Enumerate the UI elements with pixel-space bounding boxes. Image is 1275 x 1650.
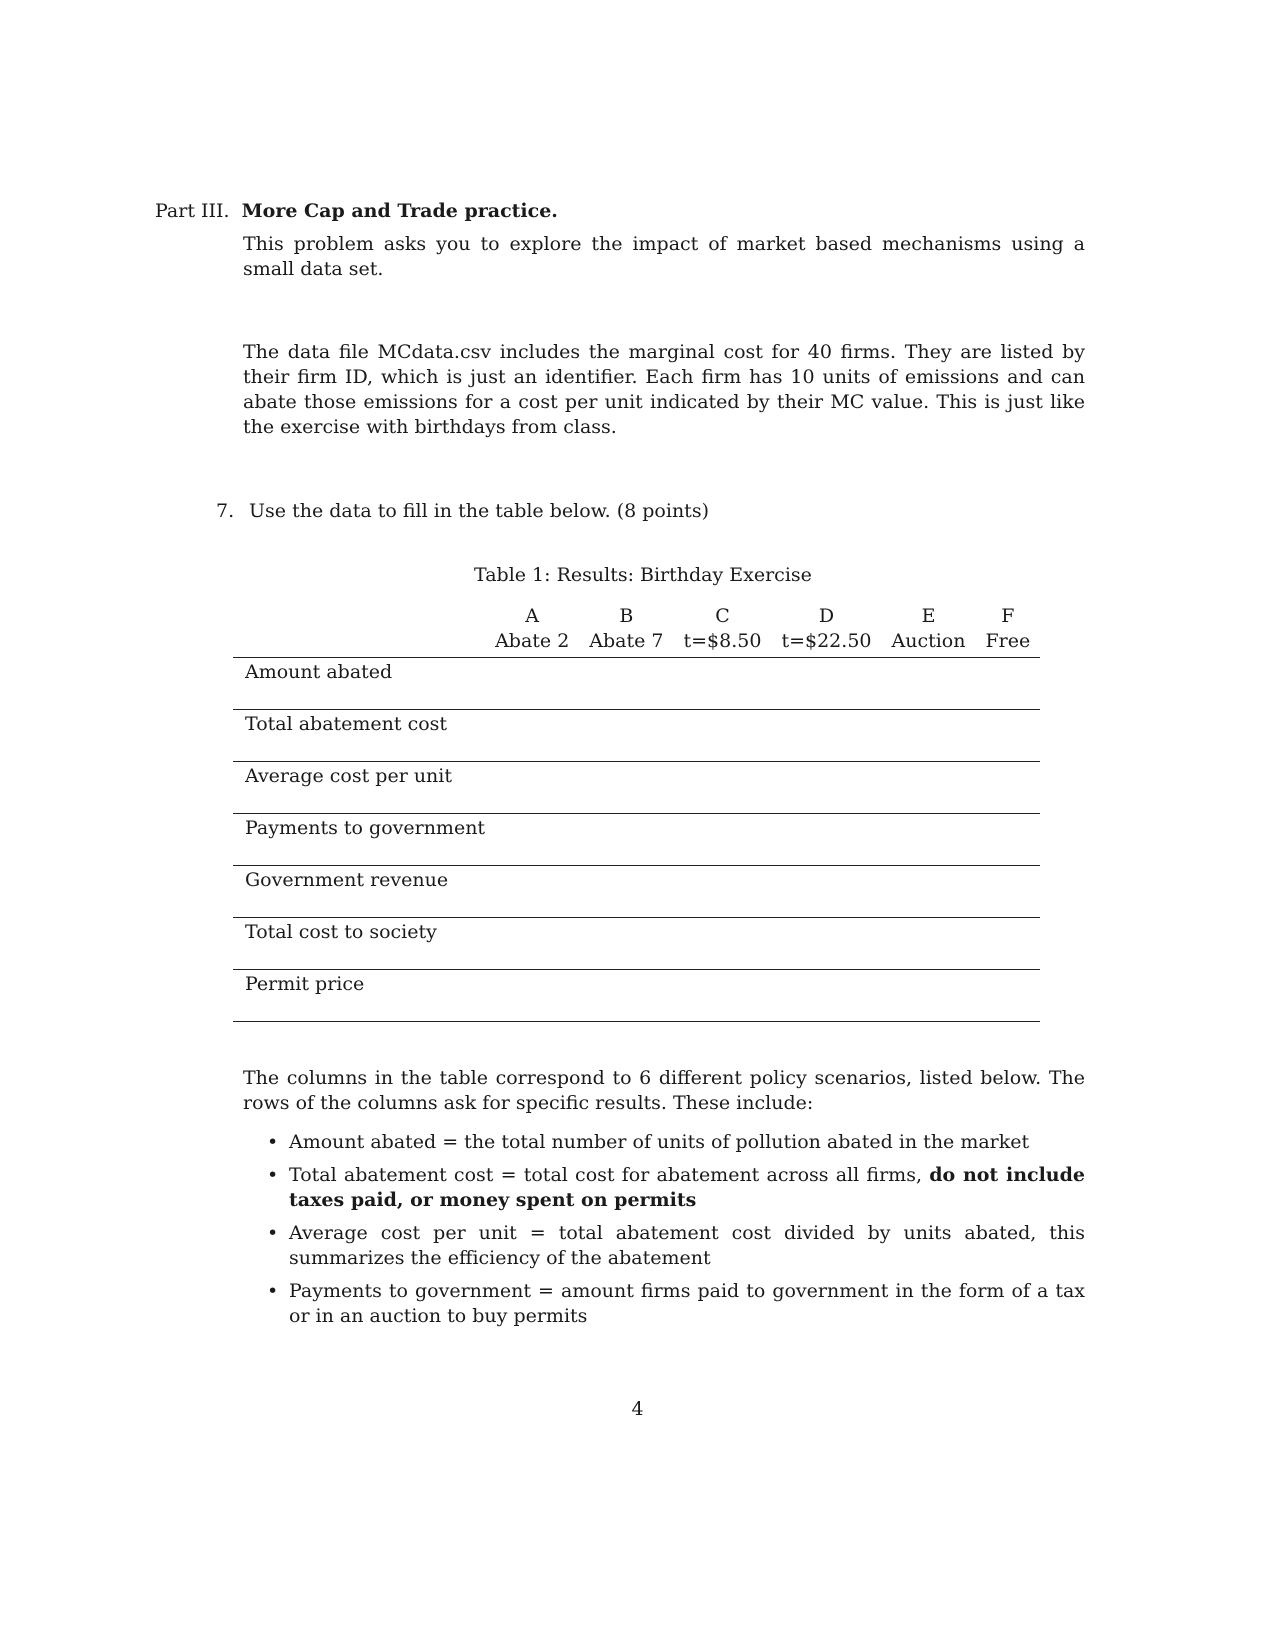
column-label: Free: [976, 629, 1041, 658]
column-letter: D: [818, 605, 835, 627]
table-row: [233, 918, 1040, 970]
column-letter: C: [715, 605, 730, 627]
table-cell[interactable]: [485, 866, 579, 918]
table-cell[interactable]: [485, 762, 579, 814]
header-spacer: [233, 604, 485, 629]
table-cell[interactable]: [771, 918, 881, 970]
table-row: [233, 814, 1040, 866]
list-item-text: Total abatement cost = total cost for abatement across all firms,: [289, 1164, 930, 1186]
column-letter: F: [1001, 605, 1015, 627]
table-cell[interactable]: [771, 970, 881, 1022]
table-cell[interactable]: [882, 866, 976, 918]
table-cell[interactable]: [674, 710, 772, 762]
list-item: [243, 1221, 1085, 1271]
table-cell[interactable]: [976, 762, 1041, 814]
table-cell[interactable]: [485, 970, 579, 1022]
question-text: Use the data to fill in the table below. (8 points): [249, 500, 709, 522]
table-row: [233, 658, 1040, 710]
table-cell[interactable]: [674, 866, 772, 918]
table-row: [233, 866, 1040, 918]
list-item: [243, 1279, 1085, 1329]
row-label: Payments to government: [233, 814, 485, 866]
column-label: t=$22.50: [771, 629, 881, 658]
table-cell[interactable]: [579, 762, 673, 814]
table-cell[interactable]: [579, 918, 673, 970]
table-header-letters: [233, 604, 1040, 629]
table-cell[interactable]: [771, 710, 881, 762]
intro-paragraph: This problem asks you to explore the impact of market based mechanisms using a small data set.: [243, 233, 1085, 280]
table-cell[interactable]: [485, 814, 579, 866]
table-cell[interactable]: [882, 658, 976, 710]
table-cell[interactable]: [976, 970, 1041, 1022]
table-cell[interactable]: [579, 866, 673, 918]
list-item-text: Payments to government = amount firms paid to government in the form of a tax or in an auction to buy permits: [289, 1280, 1085, 1327]
table-cell[interactable]: [579, 658, 673, 710]
column-label: t=$8.50: [674, 629, 772, 658]
table-cell[interactable]: [674, 970, 772, 1022]
table-row: [233, 710, 1040, 762]
column-label: Abate 2: [485, 629, 579, 658]
list-item: [243, 1130, 1085, 1155]
column-label: Auction: [882, 629, 976, 658]
table-cell[interactable]: [771, 866, 881, 918]
table-cell[interactable]: [579, 710, 673, 762]
bullet-icon: •: [267, 1280, 279, 1302]
table-cell[interactable]: [771, 814, 881, 866]
table-cell[interactable]: [485, 918, 579, 970]
question-7: [216, 498, 709, 524]
table-cell[interactable]: [882, 710, 976, 762]
bullet-icon: •: [267, 1131, 279, 1153]
question-number: 7.: [216, 500, 235, 522]
column-letter: E: [921, 605, 936, 627]
table-cell[interactable]: [485, 710, 579, 762]
table-cell[interactable]: [882, 970, 976, 1022]
list-item-text: Average cost per unit = total abatement cost divided by units abated, this summarizes the efficiency of the abatement: [289, 1222, 1085, 1269]
table-cell[interactable]: [882, 918, 976, 970]
columns-description-paragraph: The columns in the table correspond to 6 different policy scenarios, listed below. The rows of the columns ask for specific results. These include:: [243, 1067, 1085, 1114]
table-cell[interactable]: [674, 918, 772, 970]
table-cell[interactable]: [771, 658, 881, 710]
part-title: More Cap and Trade practice.: [241, 200, 558, 222]
table-cell[interactable]: [485, 658, 579, 710]
table-cell[interactable]: [976, 658, 1041, 710]
table-cell[interactable]: [976, 814, 1041, 866]
table-cell[interactable]: [674, 762, 772, 814]
definitions-list: [243, 1130, 1085, 1337]
table-cell[interactable]: [882, 814, 976, 866]
table-body: [233, 658, 1040, 1022]
table-cell[interactable]: [579, 814, 673, 866]
table-cell[interactable]: [976, 918, 1041, 970]
table-cell[interactable]: [976, 710, 1041, 762]
row-label: Total abatement cost: [233, 710, 485, 762]
table-row: [233, 762, 1040, 814]
row-label: Total cost to society: [233, 918, 485, 970]
row-label: Average cost per unit: [233, 762, 485, 814]
column-label: Abate 7: [579, 629, 673, 658]
row-label: Amount abated: [233, 658, 485, 710]
part-label: Part III.: [155, 200, 230, 222]
header-spacer: [233, 629, 485, 658]
table-cell[interactable]: [976, 866, 1041, 918]
row-label: Government revenue: [233, 866, 485, 918]
table-cell[interactable]: [882, 762, 976, 814]
table-header-labels: [233, 629, 1040, 658]
table-cell[interactable]: [579, 970, 673, 1022]
column-letter: B: [619, 605, 634, 627]
page-number: 4: [631, 1398, 644, 1420]
table-row: [233, 970, 1040, 1022]
part-header: [155, 198, 558, 224]
results-table: [233, 604, 1040, 1022]
data-description-paragraph: The data file MCdata.csv includes the marginal cost for 40 firms. They are listed by their firm ID, which is just an identifier. Each firm has 10 units of emissions and can abate those emissions for a cost per unit indicated by their MC value. This is just like the exercise with birthdays from class.: [243, 341, 1085, 438]
row-label: Permit price: [233, 970, 485, 1022]
bullet-icon: •: [267, 1164, 279, 1186]
bullet-icon: •: [267, 1222, 279, 1244]
column-letter: A: [525, 605, 540, 627]
table-cell[interactable]: [674, 814, 772, 866]
list-item-text: Amount abated = the total number of units of pollution abated in the market: [289, 1131, 1030, 1153]
table-cell[interactable]: [674, 658, 772, 710]
table-cell[interactable]: [771, 762, 881, 814]
list-item-bold-text: do not include taxes paid, or money spent on permits: [289, 1164, 1085, 1211]
list-item: [243, 1163, 1085, 1213]
table-caption: Table 1: Results: Birthday Exercise: [474, 564, 812, 586]
